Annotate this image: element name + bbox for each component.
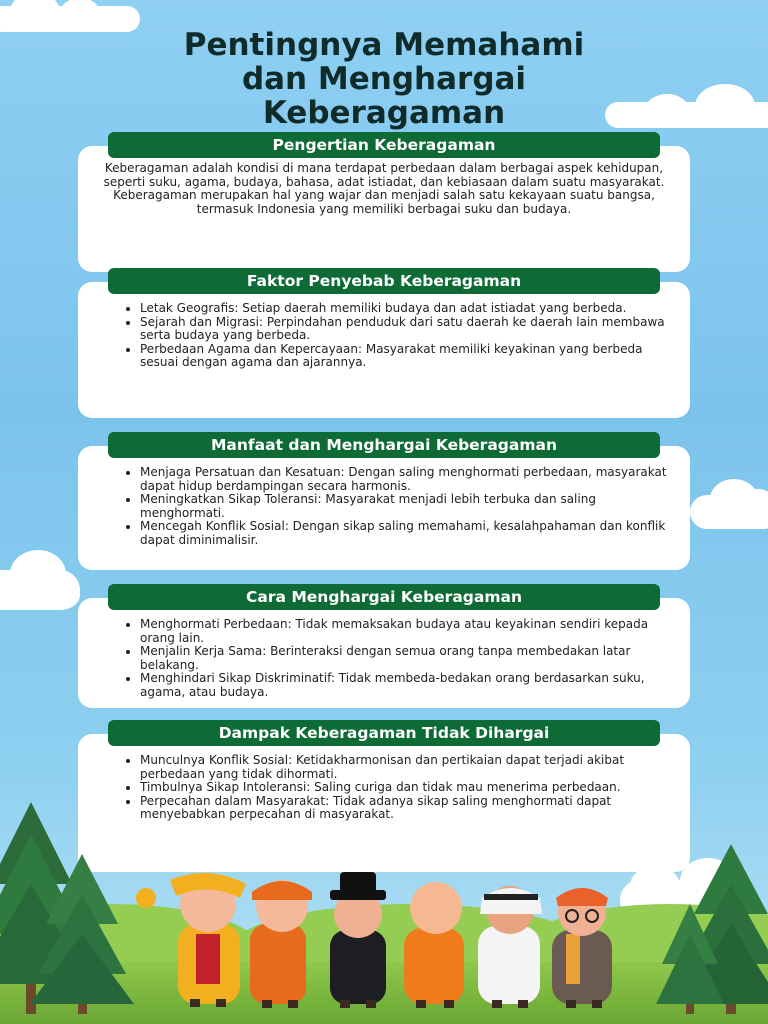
bullet-list [96,466,672,548]
section-heading: Pengertian Keberagaman [108,132,660,158]
illustration-scene [0,794,768,1024]
section-content [78,446,690,570]
section-heading: Dampak Keberagaman Tidak Dihargai [108,720,660,746]
cloud-decoration [690,495,768,529]
list-item: • Munculnya Konflik Sosial: Ketidakharmonisan dan pertikaian dapat terjadi akibat perbedaan yang tidak dihormati. [140,754,672,781]
cloud-decoration [0,570,80,610]
list-item: • Timbulnya Sikap Intoleransi: Saling curiga dan tidak mau menerima perbedaan. [140,781,672,795]
person-figure-white-robe [478,886,542,1008]
section-content [78,146,690,272]
list-item: • Sejarah dan Migrasi: Perpindahan penduduk dari satu daerah ke daerah lain membawa serta budaya yang berbeda. [140,316,672,343]
section-content [78,282,690,418]
page-title [0,28,768,130]
section-heading: Faktor Penyebab Keberagaman [108,268,660,294]
bullet-list [96,618,672,700]
list-item: • Meningkatkan Sikap Toleransi: Masyarakat menjadi lebih terbuka dan saling menghormati. [140,493,672,520]
list-item: • Perpecahan dalam Masyarakat: Tidak adanya sikap saling menghormati dapat menyebabkan perpecahan di masyarakat. [140,795,672,822]
list-item: • Menghindari Sikap Diskriminatif: Tidak membeda-bedakan orang berdasarkan suku, agama, atau budaya. [140,672,672,699]
list-item: • Menjalin Kerja Sama: Berinteraksi dengan semua orang tanpa membedakan latar belakang. [140,645,672,672]
list-item: • Perbedaan Agama dan Kepercayaan: Masyarakat memiliki keyakinan yang berbeda sesuai dengan agama dan ajarannya. [140,343,672,370]
title-line: Keberagaman [262,95,506,131]
section-heading: Manfaat dan Menghargai Keberagaman [108,432,660,458]
person-figure-elder-glasses [552,888,612,1008]
title-line: Pentingnya Memahami [183,27,585,63]
list-item: • Menjaga Persatuan dan Kesatuan: Dengan saling menghormati perbedaan, masyarakat dapat hidup berdampingan secara harmonis. [140,466,672,493]
section-paragraph: Keberagaman adalah kondisi di mana terdapat perbedaan dalam berbagai aspek kehidupan, seperti suku, agama, budaya, bahasa, adat istiadat, dan kebiasaan dalam suatu masyarakat. Keberagaman merupakan hal yang wajar dan menjadi salah satu kekayaan suatu bangsa, termasuk Indonesia yang memiliki berbagai suku dan budaya. [103,161,665,216]
person-figure-black-suit [330,872,386,1008]
bullet-list [96,302,672,370]
list-item: • Letak Geografis: Setiap daerah memiliki budaya dan adat istiadat yang berbeda. [140,302,672,316]
list-item: • Mencegah Konflik Sosial: Dengan sikap saling memahami, kesalahpahaman dan konflik dapat diminimalisir. [140,520,672,547]
list-item: • Menghormati Perbedaan: Tidak memaksakan budaya atau keyakinan sendiri kepada orang lain. [140,618,672,645]
person-figure-orange-monk [404,882,464,1008]
title-line: dan Menghargai [241,61,527,97]
person-figure-monk-yellow [136,873,246,1007]
section-content [78,598,690,708]
section-heading: Cara Menghargai Keberagaman [108,584,660,610]
person-figure-orange [250,880,312,1008]
